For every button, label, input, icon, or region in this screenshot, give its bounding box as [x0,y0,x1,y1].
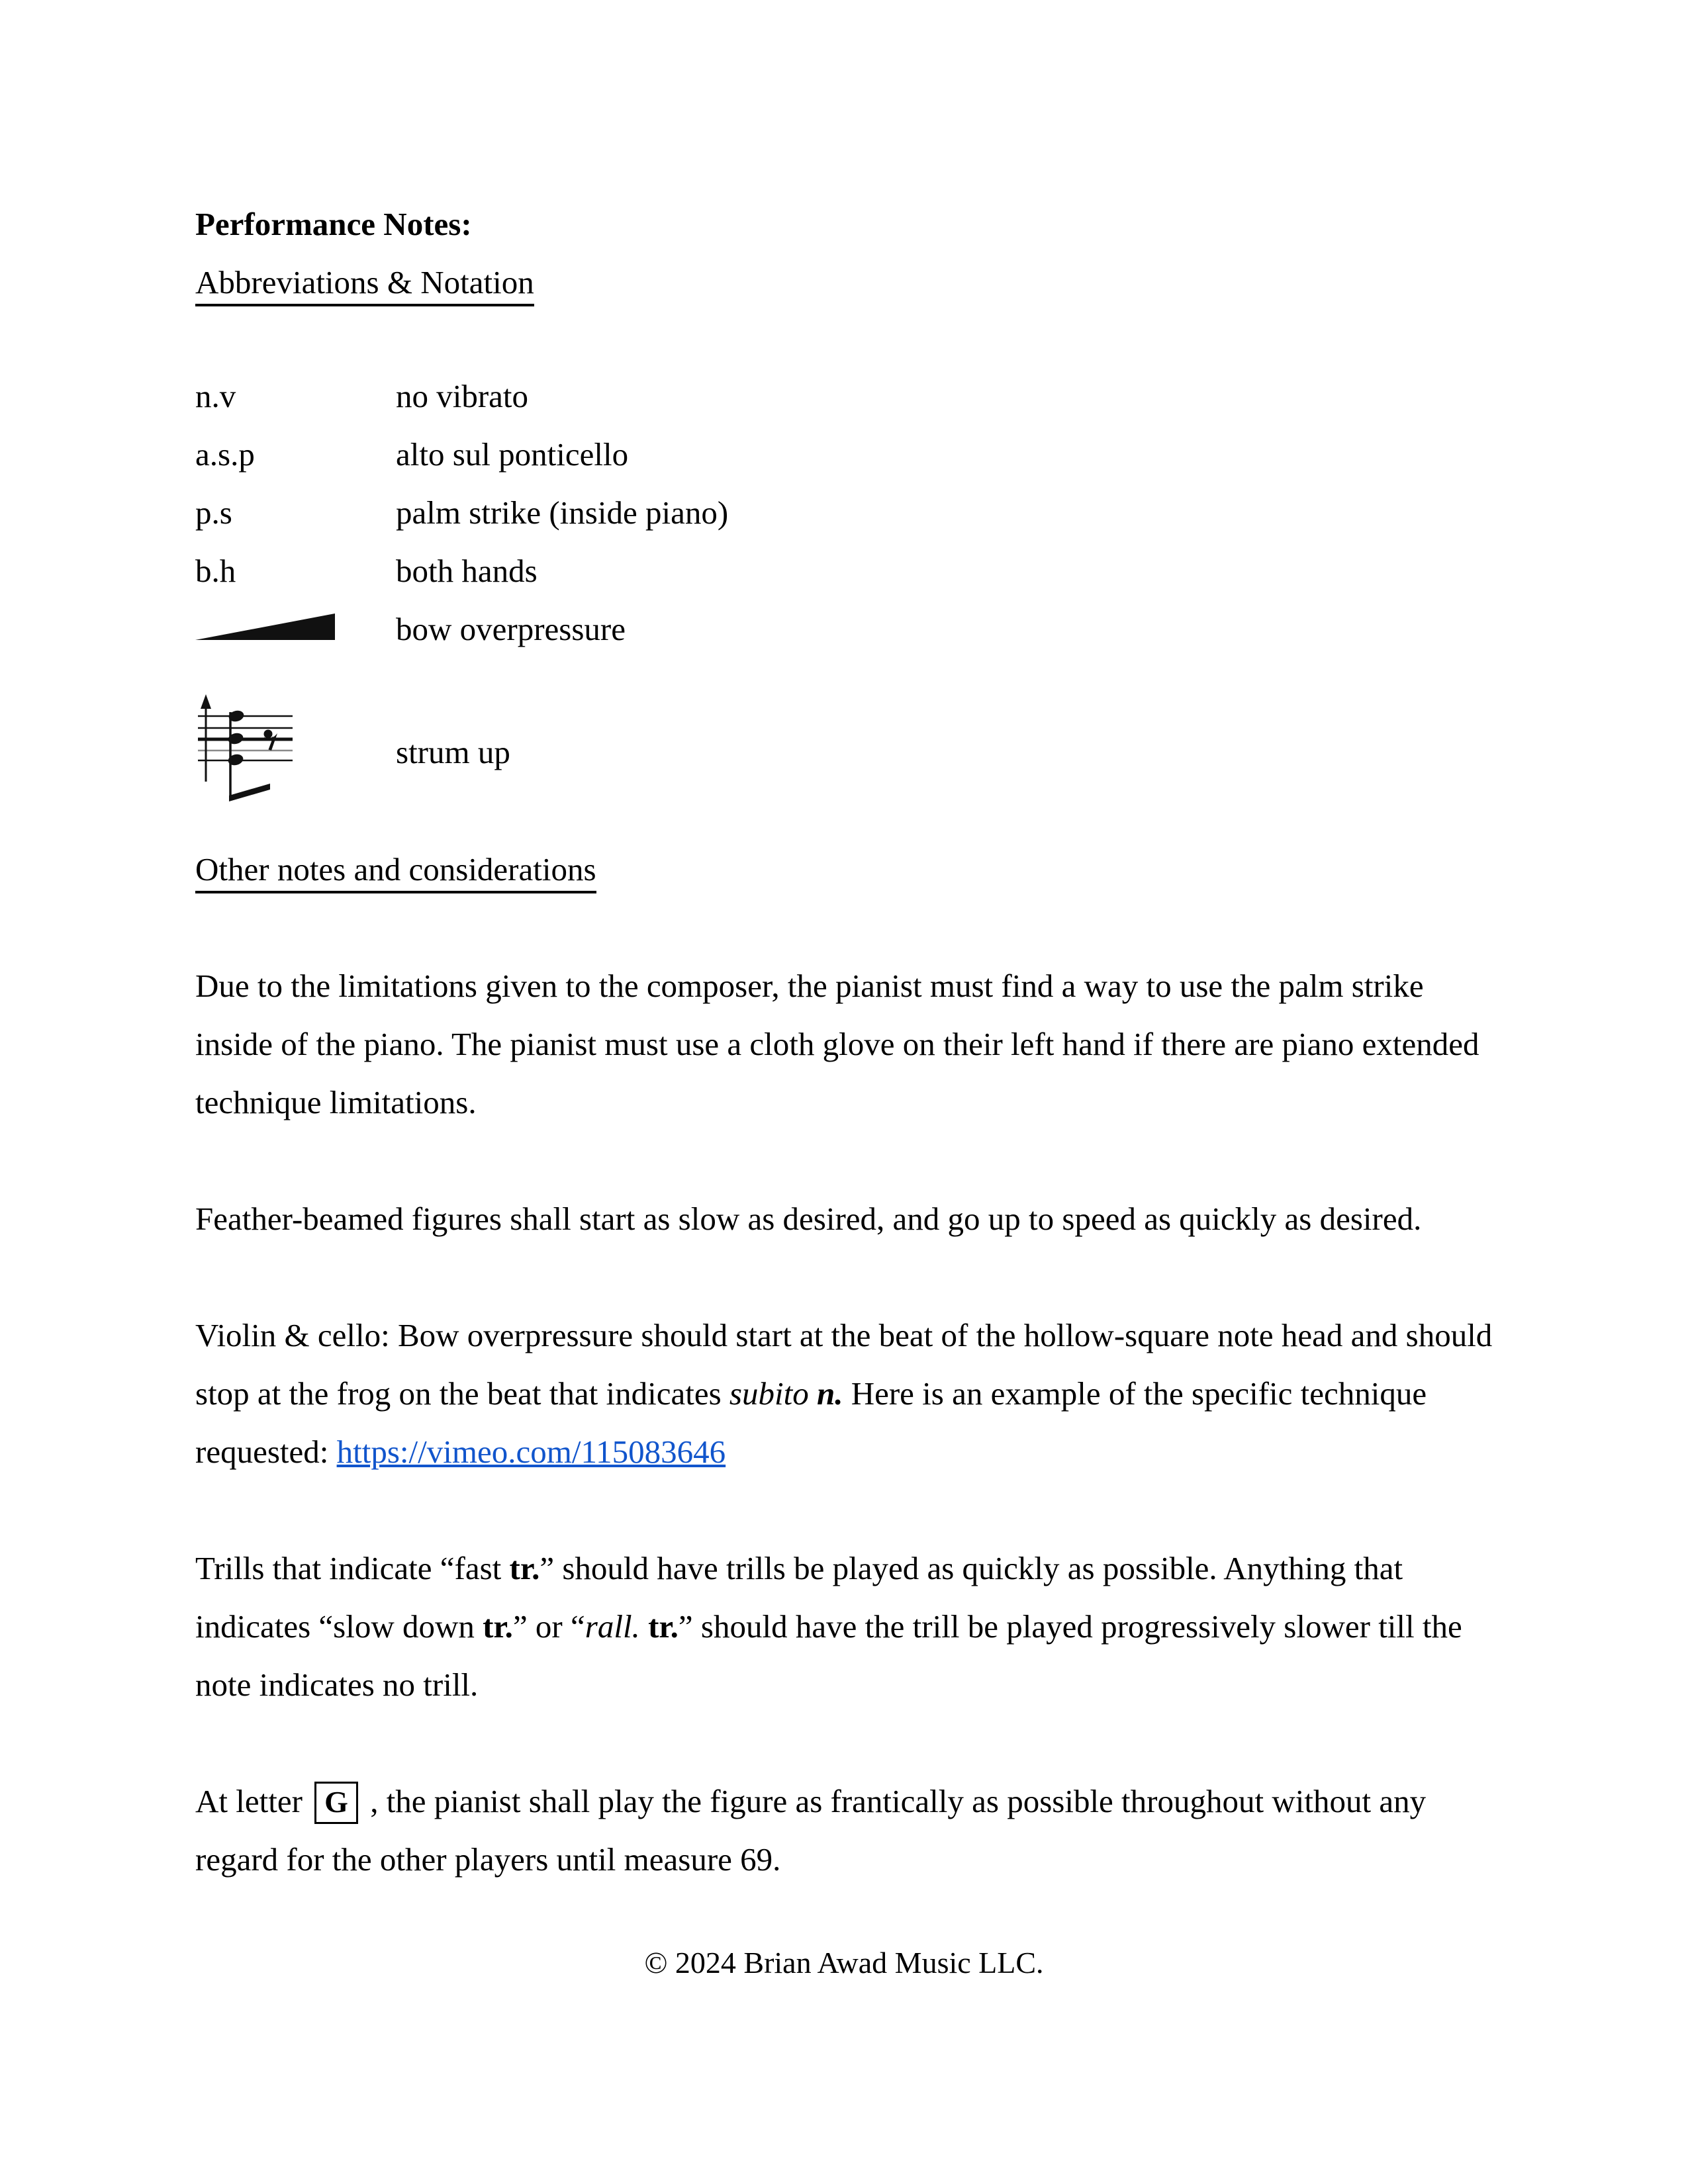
vimeo-link[interactable]: https://vimeo.com/115083646 [336,1433,726,1470]
text-run: Trills that indicate “fast [195,1550,510,1586]
text-run: tr. [483,1608,513,1645]
strum-up-notation-icon [195,689,396,815]
abbreviation-row [195,542,1493,600]
text-run [809,1375,817,1412]
abbreviation-meaning: both hands [396,553,538,589]
paragraph-feather-beamed [195,1190,1493,1248]
notes-heading: Other notes and considerations [195,850,596,893]
abbreviations-heading: Abbreviations & Notation [195,263,534,306]
text-run: rall. [585,1608,640,1645]
paragraph-letter-g [195,1772,1493,1889]
text-run: n. [816,1375,843,1412]
text-run: ” should have the trill be played progressively slower till the note indicates no trill. [195,1608,1462,1703]
text-run: Violin & cello: Bow overpressure should start at the beat of the hollow-square note head and should stop at the frog on the beat that indicates [195,1317,1493,1412]
paragraph-palm-strike [195,957,1493,1132]
abbreviation-meaning: strum up [396,733,510,770]
paragraph-trills [195,1539,1493,1714]
abbreviation-row [195,426,1493,484]
abbreviation-row [195,367,1493,426]
abbreviations-section [195,253,1493,312]
text-run: Here is an example of the specific technique requested: [195,1375,1427,1470]
abbreviation-meaning: bow overpressure [396,611,626,647]
notes-section [195,841,1493,899]
abbreviation-row-symbol [195,689,1493,815]
text-run: ” should have trills be played as quickly as possible. Anything that indicates “slow down [195,1550,1403,1645]
text-run: subito [729,1375,809,1412]
abbreviation-list [195,367,1493,659]
abbreviation-term: b.h [195,553,236,589]
abbreviation-term: p.s [195,494,232,531]
text-run: At letter [195,1783,311,1819]
text-run: ” or “ [512,1608,585,1645]
copyright-footer: © 2024 Brian Awad Music LLC. [644,1946,1044,1979]
abbreviation-row-symbol [195,600,1493,659]
abbreviation-row [195,484,1493,542]
page-content [195,195,1493,1992]
rehearsal-mark-g: G [314,1782,358,1824]
abbreviation-meaning: palm strike (inside piano) [396,494,729,531]
abbreviation-term: a.s.p [195,436,255,473]
crescendo-wedge-icon [195,600,396,659]
abbreviation-term: n.v [195,378,236,414]
abbreviation-meaning: alto sul ponticello [396,436,629,473]
text-run: , the pianist shall play the figure as frantically as possible throughout without any regard for the other players until measure 69. [195,1783,1427,1878]
paragraph-bow-overpressure [195,1306,1493,1481]
text-run: tr. [509,1550,540,1586]
page-title: Performance Notes: [195,206,472,242]
text-run: Feather-beamed figures shall start as slow as desired, and go up to speed as quickly as desired. [195,1201,1422,1237]
abbreviation-meaning: no vibrato [396,378,529,414]
text-run: Due to the limitations given to the composer, the pianist must find a way to use the palm strike inside of the piano. The pianist must use a cloth glove on their left hand if there are piano extended technique limitations. [195,968,1479,1120]
text-run [640,1608,648,1645]
text-run: tr. [648,1608,679,1645]
